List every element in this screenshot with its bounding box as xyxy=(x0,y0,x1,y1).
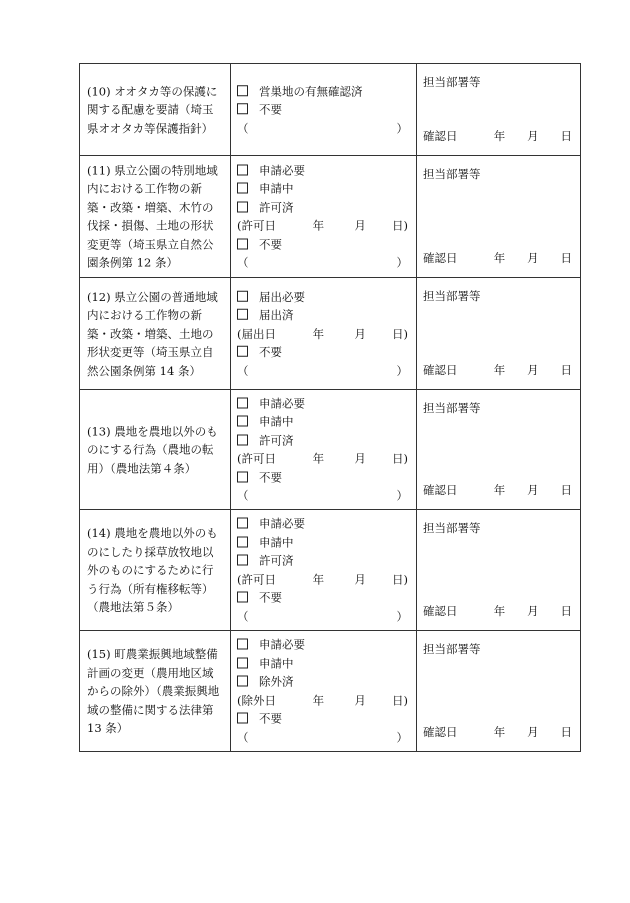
checkbox[interactable] xyxy=(237,201,248,212)
status-option[interactable] xyxy=(237,306,408,325)
item-description-line: 形状変更等（埼玉県立自 xyxy=(87,344,214,359)
item-description-line: (13) 農地を農地以外のも xyxy=(87,423,218,438)
day-label: 日 xyxy=(560,725,572,739)
remarks-field[interactable] xyxy=(237,728,408,747)
month-label: 月 xyxy=(527,604,539,618)
item-cell xyxy=(80,156,231,278)
checkbox-label: 不要 xyxy=(259,711,282,726)
item-description-line: 築・改築・増築、木竹の xyxy=(87,200,214,214)
checkbox-label: 申請中 xyxy=(259,535,294,549)
status-cell xyxy=(231,278,417,390)
item-description-line: 外のものにするために行 xyxy=(87,562,214,577)
item-description-line: 園条例第 12 条） xyxy=(87,255,178,270)
date-line xyxy=(237,324,408,343)
checkbox-label: 申請中 xyxy=(259,414,294,429)
day-label: 日 xyxy=(560,363,572,377)
department-label: 担当部署等 xyxy=(423,289,481,303)
checkbox[interactable] xyxy=(237,518,248,529)
date-label: (届出日 xyxy=(237,326,276,341)
checkbox[interactable] xyxy=(237,657,248,668)
checkbox-label: 届出必要 xyxy=(259,289,305,304)
status-option[interactable] xyxy=(237,431,408,450)
checkbox[interactable] xyxy=(237,103,248,114)
status-cell xyxy=(231,156,417,278)
checkbox-label: 除外済 xyxy=(259,674,294,689)
date-label: (除外日 xyxy=(237,693,276,707)
status-option[interactable] xyxy=(237,413,408,432)
item-description-line: 内における工作物の新 xyxy=(87,181,202,196)
department-cell xyxy=(417,278,581,390)
status-option[interactable] xyxy=(237,673,408,692)
item-description-line: からの除外）（農業振興地 xyxy=(87,683,220,698)
item-description-line: 計画の変更（農用地区域 xyxy=(87,665,214,680)
checkbox-label: 申請中 xyxy=(259,656,294,670)
item-cell xyxy=(80,390,231,510)
checkbox-label: 申請必要 xyxy=(259,637,305,652)
status-option[interactable] xyxy=(237,636,408,655)
date-label: (許可日 xyxy=(237,572,276,586)
status-option[interactable] xyxy=(237,515,408,534)
department-cell xyxy=(417,631,581,752)
table-row xyxy=(80,631,581,752)
department-cell xyxy=(417,390,581,510)
checkbox-label: 申請必要 xyxy=(259,396,305,410)
checkbox[interactable] xyxy=(237,713,248,724)
item-description-line: 築・改築・増築、土地の xyxy=(87,326,214,341)
item-cell xyxy=(80,64,231,156)
department-cell xyxy=(417,510,581,631)
item-description-line: のにしたり採草放牧地以 xyxy=(87,544,214,559)
month-label: 月 xyxy=(354,693,366,707)
paren-open: （ xyxy=(237,488,249,503)
permit-checklist-table xyxy=(79,63,581,752)
month-label: 月 xyxy=(527,129,539,143)
paren-open: （ xyxy=(237,730,249,744)
table-row xyxy=(80,156,581,278)
checkbox[interactable] xyxy=(237,309,248,320)
checkbox[interactable] xyxy=(237,536,248,547)
status-option[interactable] xyxy=(237,710,408,729)
date-line xyxy=(237,570,408,589)
day-label: 日 xyxy=(560,251,572,265)
paren-close: ） xyxy=(396,488,408,503)
day-label: 日) xyxy=(391,572,408,586)
confirm-date-label: 確認日 xyxy=(423,725,458,739)
checkbox-label: 許可済 xyxy=(259,433,294,447)
confirm-date-label: 確認日 xyxy=(423,604,458,618)
month-label: 月 xyxy=(354,451,366,466)
year-label: 年 xyxy=(312,218,325,233)
month-label: 月 xyxy=(527,251,539,265)
checkbox-label: 営巣地の有無確認済 xyxy=(259,83,363,98)
checkbox-label: 許可済 xyxy=(259,553,294,568)
paren-open: （ xyxy=(237,609,249,623)
item-description xyxy=(87,161,228,272)
item-description-line: 県オオタカ等保護指針） xyxy=(87,120,214,135)
status-option[interactable] xyxy=(237,589,408,608)
remarks-field[interactable] xyxy=(237,361,408,380)
item-description xyxy=(87,287,228,380)
year-label: 年 xyxy=(312,693,325,707)
status-option[interactable] xyxy=(237,468,408,487)
item-description-line: 然公園条例第 14 条） xyxy=(87,363,201,378)
year-label: 年 xyxy=(493,604,506,618)
confirmation-date xyxy=(423,128,572,144)
item-description-line: (12) 県立公園の普通地域 xyxy=(87,289,218,304)
confirm-date-label: 確認日 xyxy=(423,251,458,265)
checkbox[interactable] xyxy=(237,346,248,357)
paren-close: ） xyxy=(396,609,408,623)
checkbox-label: 不要 xyxy=(259,344,282,359)
year-label: 年 xyxy=(493,251,506,265)
department-label: 担当部署等 xyxy=(423,167,481,181)
checkbox-label: 申請必要 xyxy=(259,516,305,531)
checkbox-label: 申請必要 xyxy=(259,163,305,177)
department-cell xyxy=(417,156,581,278)
item-description-line: 伐採・損傷、土地の形状 xyxy=(87,218,214,233)
confirm-date-label: 確認日 xyxy=(423,483,458,497)
confirmation-date xyxy=(423,362,572,378)
checkbox-label: 不要 xyxy=(259,470,282,484)
year-label: 年 xyxy=(312,572,325,586)
month-label: 月 xyxy=(354,572,366,586)
item-description xyxy=(87,524,228,617)
department-cell xyxy=(417,64,581,156)
checkbox[interactable] xyxy=(237,416,248,427)
month-label: 月 xyxy=(354,218,366,233)
item-description xyxy=(87,82,228,138)
table-row xyxy=(80,64,581,156)
status-option[interactable] xyxy=(237,533,408,552)
item-description xyxy=(87,645,228,738)
item-description-line: 域の整備に関する法律第 xyxy=(87,702,214,717)
item-description-line: (10) オオタカ等の保護に xyxy=(87,83,218,98)
year-label: 年 xyxy=(493,129,506,143)
item-cell xyxy=(80,278,231,390)
remarks-field[interactable] xyxy=(237,607,408,626)
status-option[interactable] xyxy=(237,198,408,217)
item-description-line: 内における工作物の新 xyxy=(87,307,202,322)
item-description-line: (11) 県立公園の特別地域 xyxy=(87,163,218,177)
year-label: 年 xyxy=(312,451,325,466)
status-option[interactable] xyxy=(237,235,408,254)
checkbox-label: 不要 xyxy=(259,237,282,251)
checkbox-label: 不要 xyxy=(259,102,282,117)
department-label: 担当部署等 xyxy=(423,401,481,415)
table-row xyxy=(80,278,581,390)
checkbox[interactable] xyxy=(237,676,248,687)
date-label: (許可日 xyxy=(237,218,276,233)
checkbox[interactable] xyxy=(237,290,248,301)
date-line xyxy=(237,450,408,469)
checkbox[interactable] xyxy=(237,164,248,175)
status-cell xyxy=(231,631,417,752)
status-cell xyxy=(231,390,417,510)
confirmation-date xyxy=(423,250,572,266)
item-cell xyxy=(80,510,231,631)
status-option[interactable] xyxy=(237,161,408,180)
status-option[interactable] xyxy=(237,552,408,571)
item-description-line: 変更等（埼玉県立自然公 xyxy=(87,237,214,251)
item-description-line: 用）（農地法第４条） xyxy=(87,460,197,475)
checkbox[interactable] xyxy=(237,592,248,603)
remarks-field[interactable] xyxy=(237,119,408,138)
checkbox[interactable] xyxy=(237,555,248,566)
checkbox-label: 申請中 xyxy=(259,181,294,196)
checkbox-label: 不要 xyxy=(259,590,282,605)
status-cell xyxy=(231,510,417,631)
day-label: 日) xyxy=(391,326,408,341)
day-label: 日 xyxy=(560,129,572,143)
date-label: (許可日 xyxy=(237,451,276,466)
item-description-line: (14) 農地を農地以外のも xyxy=(87,525,218,540)
confirm-date-label: 確認日 xyxy=(423,129,458,143)
paren-open: （ xyxy=(237,363,249,378)
status-cell xyxy=(231,64,417,156)
year-label: 年 xyxy=(493,363,506,377)
status-option[interactable] xyxy=(237,394,408,413)
item-description-line: う行為（所有権移転等） xyxy=(87,581,214,596)
remarks-field[interactable] xyxy=(237,487,408,506)
item-cell xyxy=(80,631,231,752)
department-label: 担当部署等 xyxy=(423,642,481,656)
paren-open: （ xyxy=(237,255,249,270)
checkbox-label: 届出済 xyxy=(259,307,294,322)
status-options xyxy=(237,515,408,626)
status-options xyxy=(237,636,408,747)
item-description-line: （農地法第５条） xyxy=(87,599,179,614)
table-body xyxy=(80,64,581,752)
date-line xyxy=(237,217,408,236)
confirmation-date xyxy=(423,724,572,740)
month-label: 月 xyxy=(527,725,539,739)
status-option[interactable] xyxy=(237,287,408,306)
checkbox[interactable] xyxy=(237,238,248,249)
day-label: 日) xyxy=(391,218,408,233)
department-label: 担当部署等 xyxy=(423,521,481,535)
checkbox[interactable] xyxy=(237,434,248,445)
checkbox[interactable] xyxy=(237,183,248,194)
day-label: 日) xyxy=(391,693,408,707)
year-label: 年 xyxy=(493,483,506,497)
year-label: 年 xyxy=(312,326,325,341)
paren-close: ） xyxy=(396,363,408,378)
checkbox[interactable] xyxy=(237,397,248,408)
checkbox[interactable] xyxy=(237,85,248,96)
year-label: 年 xyxy=(493,725,506,739)
item-description-line: のにする行為（農地の転 xyxy=(87,442,214,457)
status-option[interactable] xyxy=(237,100,408,119)
day-label: 日 xyxy=(560,604,572,618)
checkbox[interactable] xyxy=(237,639,248,650)
checkbox-label: 許可済 xyxy=(259,200,294,214)
paren-close: ） xyxy=(396,120,408,135)
table-row xyxy=(80,390,581,510)
item-description-line: 関する配慮を要請（埼玉 xyxy=(87,102,214,117)
item-description-line: (15) 町農業振興地域整備 xyxy=(87,646,218,661)
day-label: 日) xyxy=(391,451,408,466)
status-option[interactable] xyxy=(237,180,408,199)
date-line xyxy=(237,691,408,710)
remarks-field[interactable] xyxy=(237,254,408,273)
item-description xyxy=(87,422,228,478)
status-option[interactable] xyxy=(237,82,408,101)
day-label: 日 xyxy=(560,483,572,497)
status-options xyxy=(237,82,408,138)
status-options xyxy=(237,394,408,505)
paren-close: ） xyxy=(396,730,408,744)
confirm-date-label: 確認日 xyxy=(423,363,458,377)
paren-close: ） xyxy=(396,255,408,270)
paren-open: （ xyxy=(237,120,249,135)
month-label: 月 xyxy=(354,326,366,341)
confirmation-date xyxy=(423,603,572,619)
department-label: 担当部署等 xyxy=(423,75,481,89)
item-description-line: 13 条） xyxy=(87,720,129,735)
status-options xyxy=(237,287,408,380)
status-option[interactable] xyxy=(237,654,408,673)
table-row xyxy=(80,510,581,631)
month-label: 月 xyxy=(527,363,539,377)
status-option[interactable] xyxy=(237,343,408,362)
status-options xyxy=(237,161,408,272)
confirmation-date xyxy=(423,482,572,498)
month-label: 月 xyxy=(527,483,539,497)
checkbox[interactable] xyxy=(237,471,248,482)
